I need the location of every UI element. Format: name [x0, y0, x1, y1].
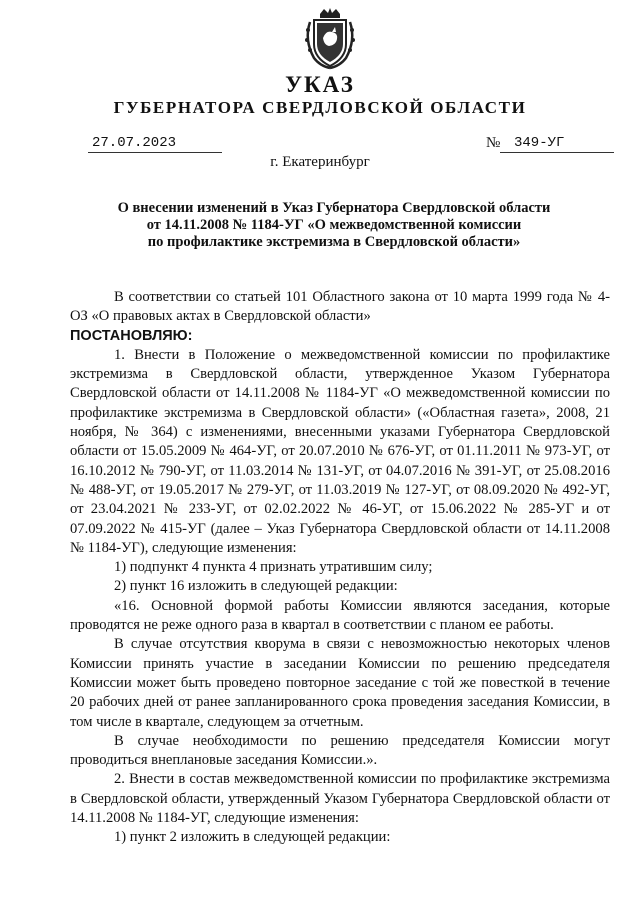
city: г. Екатеринбург — [270, 154, 370, 170]
subject-line-3: по профилактике экстремизма в Свердловской области» — [147, 234, 521, 250]
coat-of-arms-icon — [302, 8, 358, 70]
decree-word: ПОСТАНОВЛЯЮ: — [70, 327, 193, 344]
document-subject — [84, 200, 584, 251]
subject-line-2: от 14.11.2008 № 1184-УГ «О межведомственной комиссии — [146, 217, 522, 233]
subject-line-1: О внесении изменений в Указ Губернатора Свердловской области — [117, 200, 551, 216]
paragraph-3: 2) пункт 16 изложить в следующей редакции: — [114, 578, 398, 595]
paragraph-7: 2. Внести в состав межведомственной комиссии по профилактике экстремизма в Свердловской области, утвержденный Указом Губернатора Свердловской области от 14.11.2008 № 1184-УГ, следующие изменения: — [70, 771, 610, 827]
paragraph-1: 1. Внести в Положение о межведомственной комиссии по профилактике экстремизма в Свердловской области, утвержденное Указом Губернатора Свердловской области от 14.11.2008 № 1184-УГ «О межведомственной комиссии по профилактике экстремизма в Свердловской области» («Областная газета», 2008, 21 ноября, № 364) с изменениями, внесенными указами Губернатора Свердловской области от 15.05.2009 № 464-УГ, от 20.07.2010 № 676-УГ, от 01.11.2011 № 973-УГ, от 16.10.2012 № 790-УГ, от 11.03.2014 № 131-УГ, от 04.07.2016 № 391-УГ, от 25.08.2016 № 488-УГ, от 19.05.2017 № 279-УГ, от 11.03.2019 № 127-УГ, от 08.09.2020 № 492-УГ, от 23.04.2021 № 233-УГ, от 02.02.2022 № 46-УГ, от 15.06.2022 № 285-УГ и от 07.09.2022 № 415-УГ (далее – Указ Губернатора Свердловской области от 14.11.2008 № 1184-УГ), следующие изменения: — [70, 346, 610, 556]
document-subtitle: ГУБЕРНАТОРА СВЕРДЛОВСКОЙ ОБЛАСТИ — [113, 98, 527, 117]
paragraph-4: «16. Основной формой работы Комиссии являются заседания, которые проводятся не реже одного раза в квартал в соответствии с планом ее работы. — [70, 597, 610, 634]
paragraph-5: В случае отсутствия кворума в связи с невозможностью некоторых членов Комиссии принять участие в заседании Комиссии по решению председателя Комиссии может быть проведено повторное заседание с той же повесткой в течение 20 рабочих дней от ранее запланированного срока проведения заседания Комиссии, в том числе в квартале, следующем за отчетным. — [70, 636, 610, 730]
document-body — [70, 288, 610, 848]
document-title: УКАЗ — [285, 72, 355, 97]
paragraph-2: 1) подпункт 4 пункта 4 признать утратившим силу; — [114, 559, 433, 576]
paragraph-6: В случае необходимости по решению председателя Комиссии могут проводиться внеплановые заседания Комиссии.». — [70, 732, 610, 769]
number-label: № — [486, 135, 501, 151]
document-date: 27.07.2023 — [88, 135, 222, 153]
preamble: В соответствии со статьей 101 Областного закона от 10 марта 1999 года № 4-ОЗ «О правовых актах в Свердловской области» — [70, 289, 610, 325]
paragraph-8: 1) пункт 2 изложить в следующей редакции: — [114, 829, 391, 846]
document-number: 349-УГ — [500, 135, 614, 153]
